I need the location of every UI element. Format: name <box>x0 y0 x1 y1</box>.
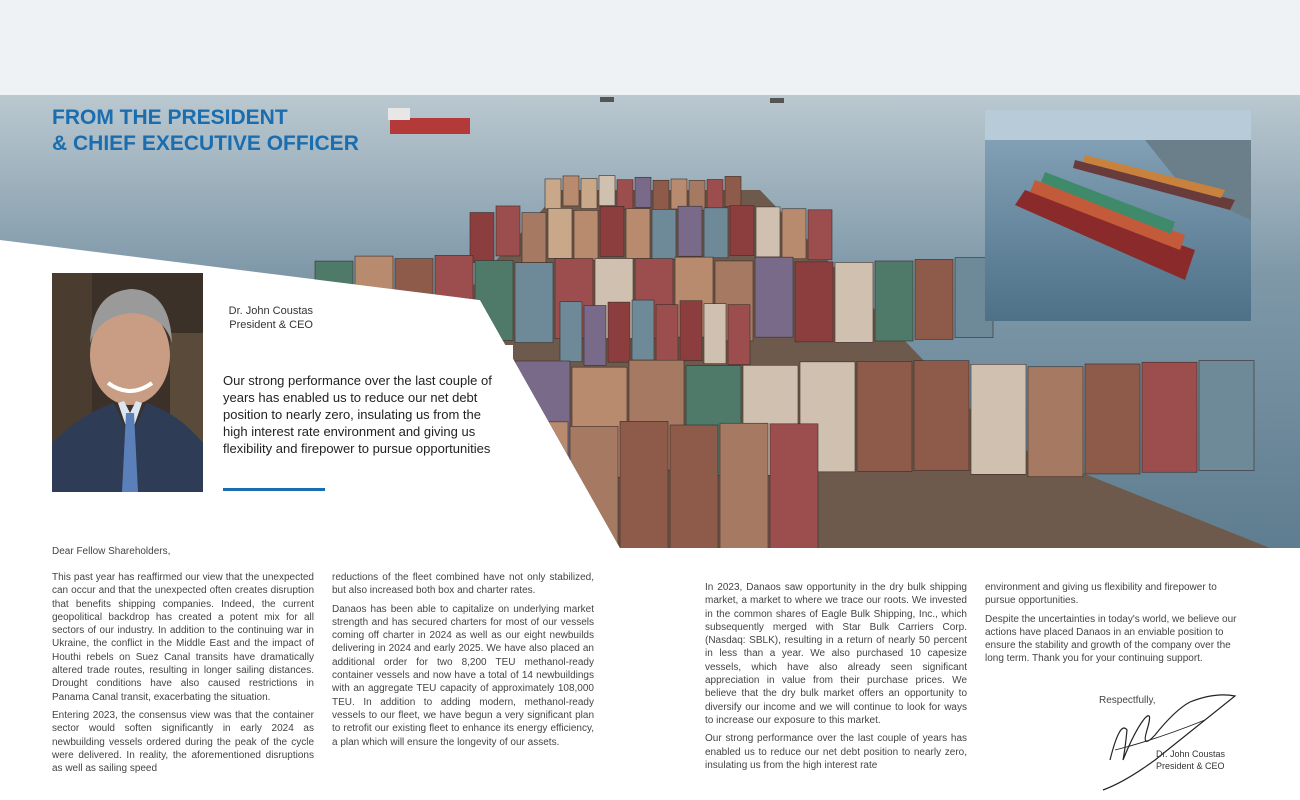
shipping-container <box>875 261 913 341</box>
ceo-name: Dr. John Coustas <box>228 305 313 317</box>
paragraph: Entering 2023, the consensus view was that the container sector would soften significantly in early 2024 as newbuilding vessels ordered during the peak of the cycle were delivered. In reality, the aforementioned disruptions as well as sailing speed <box>52 709 314 775</box>
shipping-container <box>720 423 768 550</box>
shipping-container <box>574 210 598 260</box>
signature-caption <box>1156 748 1225 772</box>
shipping-container <box>808 210 832 260</box>
shipping-container <box>584 305 606 365</box>
paragraph: environment and giving us flexibility and firepower to pursue opportunities. <box>985 582 1217 607</box>
page-title <box>52 105 412 157</box>
shipping-container <box>617 180 633 210</box>
shipping-container <box>971 364 1026 474</box>
paragraph: In 2023, Danaos saw opportunity in the dry bulk shipping market, a market to where we trace our roots. We invested in the common shares of Eagle Bulk Shipping, Inc., which subsequently merged with Star Bulk Carriers Corp. (Nasdaq: SBLK), resulting in a return of nearly 50 percent in less than a year. We also purchased 10 capesize vessels, which have also already seen significant appreciation in value from their purchase prices. We believe that the dry bulk market offers an opportunity to diversify our income and we will continue to look for ways to increase our exposure to this market. <box>705 582 967 726</box>
letter-column-2 <box>332 571 594 754</box>
shipping-container <box>496 206 520 256</box>
salutation: Dear Fellow Shareholders, <box>52 546 171 557</box>
shipping-container <box>581 179 597 209</box>
shipping-container <box>915 259 953 339</box>
paragraph: Danaos has been able to capitalize on underlying market strength and has secured charters for most of our vessels coming off charter in 2024 as well as our eight newbuilds delivering in 2024 and early 2025. We have also placed an additional order for two 8,200 TEU methanol-ready container vessels and now have a total of 14 newbuildings with an aggregate TEU capacity of approximately 108,000 TEU. In addition to adding modern, methanol-ready vessels to our fleet, we have begun a very significant plan to retrofit our existing fleet to enhance its energy efficiency, a plan which will ensure the longevity of our assets. <box>332 603 594 748</box>
ceo-caption <box>209 304 313 332</box>
closing: Respectfully, <box>1099 695 1156 706</box>
shipping-container <box>545 179 561 209</box>
shipping-container <box>670 425 718 550</box>
shipping-container <box>620 421 668 550</box>
title-line-1: FROM THE PRESIDENT <box>52 106 288 129</box>
pull-quote-accent-bar <box>223 488 325 491</box>
shipping-container <box>395 259 433 339</box>
shipping-container <box>653 180 669 210</box>
shipping-container <box>770 424 818 550</box>
shipping-container <box>635 177 651 207</box>
ceo-role: President & CEO <box>229 319 313 331</box>
shipping-container <box>475 260 513 340</box>
shipping-container <box>355 256 393 336</box>
shipping-container <box>730 206 754 256</box>
shipping-container <box>704 304 726 364</box>
shipping-container <box>435 255 473 335</box>
shipping-container <box>835 262 873 342</box>
shipping-container <box>782 209 806 259</box>
shipping-container <box>599 176 615 206</box>
shipping-container <box>728 305 750 365</box>
port-inset-image <box>985 110 1251 321</box>
shipping-container <box>515 361 570 471</box>
shipping-container <box>656 305 678 365</box>
shipping-container <box>570 426 618 550</box>
shipping-container <box>671 179 687 209</box>
shipping-container <box>689 180 705 210</box>
handwritten-signature <box>1095 690 1245 795</box>
shipping-container <box>795 262 833 342</box>
shipping-container <box>515 263 553 343</box>
shipping-container <box>1142 362 1197 472</box>
paragraph: reductions of the fleet combined have not only stabilized, but also increased both box and charter rates. <box>332 572 594 597</box>
letter-column-4 <box>985 581 1247 671</box>
signatory-role: President & CEO <box>1156 761 1225 771</box>
shipping-container <box>315 261 353 341</box>
letter-column-3 <box>705 581 967 777</box>
shipping-container <box>632 300 654 360</box>
shipping-container <box>755 257 793 337</box>
shipping-container <box>1085 364 1140 474</box>
shipping-container <box>470 213 494 263</box>
paragraph: Despite the uncertainties in today's world, we believe our actions have placed Danaos in an enviable position to ensure the stability and growth of the company over the long term. Thank you for your continuing support. <box>985 613 1237 665</box>
shipping-container <box>914 361 969 471</box>
title-line-2: & CHIEF EXECUTIVE OFFICER <box>52 132 359 155</box>
shipping-container <box>1199 361 1254 471</box>
shipping-container <box>1028 367 1083 477</box>
ceo-portrait <box>52 273 203 492</box>
shipping-container <box>626 209 650 259</box>
shipping-container <box>725 176 741 206</box>
letter-column-1 <box>52 571 314 780</box>
pull-quote: Our strong performance over the last couple of years has enabled us to reduce our net debt position to nearly zero, insulating us from the high interest rate environment and giving us flexibility and firepower to pursue opportunities <box>223 373 492 456</box>
shipping-container <box>563 176 579 206</box>
shipping-container <box>560 302 582 362</box>
paragraph: Our strong performance over the last couple of years has enabled us to reduce our net debt position to nearly zero, insulating us from the high interest rate <box>705 733 967 771</box>
shipping-container <box>857 361 912 471</box>
shipping-container <box>707 179 723 209</box>
shipping-container <box>678 206 702 256</box>
shipping-container <box>704 208 728 258</box>
shipping-container <box>600 206 624 256</box>
shipping-container <box>756 207 780 257</box>
shipping-container <box>680 301 702 361</box>
shipping-container <box>522 213 546 263</box>
paragraph: This past year has reaffirmed our view that the unexpected can occur and that the unexpected often creates disruption that benefits shipping companies. Indeed, the current geopolitical backdrop has created a potent mix for all sectors of our industry. In addition to the continuing war in Ukraine, the conflict in the Middle East and the impact of Houthi rebels on Suez Canal transits have dramatically altered trade routes, resulting in longer sailing distances. Drought conditions have also caused restrictions in Panama Canal transit, exacerbating the situation. <box>52 572 314 703</box>
shipping-container <box>608 302 630 362</box>
shipping-container <box>520 422 568 550</box>
shipping-container <box>652 209 676 259</box>
shipping-container <box>548 208 572 258</box>
signatory-name: Dr. John Coustas <box>1156 749 1226 759</box>
